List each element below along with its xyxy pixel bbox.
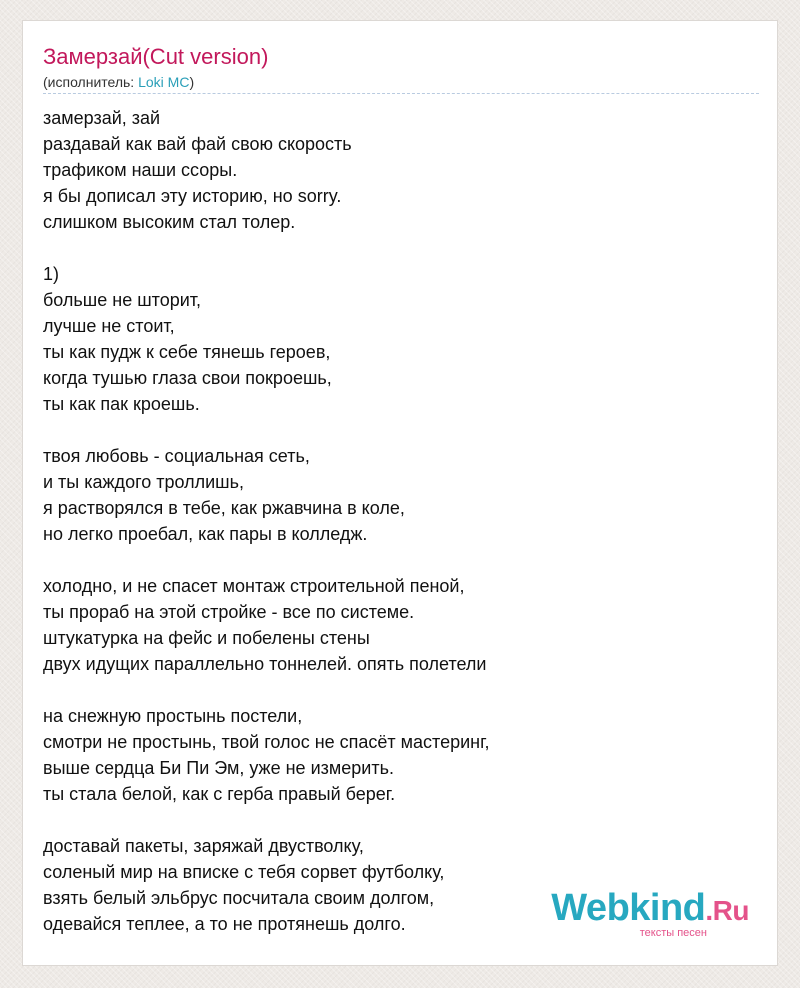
lyric-blank-line: [43, 677, 759, 703]
lyric-line: твоя любовь - социальная сеть,: [43, 446, 310, 466]
lyrics-body: [43, 105, 759, 937]
lyric-line: смотри не простынь, твой голос не спасёт мастеринг,: [43, 732, 490, 752]
lyrics-card: [22, 20, 778, 966]
lyric-line: выше сердца Би Пи Эм, уже не измерить.: [43, 758, 394, 778]
lyric-line: ты как пудж к себе тянешь героев,: [43, 342, 331, 362]
lyric-blank-line: [43, 235, 759, 261]
lyric-line: ты как пак кроешь.: [43, 394, 200, 414]
lyric-line: больше не шторит,: [43, 290, 202, 310]
lyric-line: я бы дописал эту историю, но sorry.: [43, 186, 342, 206]
lyric-line: взять белый эльбрус посчитала своим долгом,: [43, 888, 435, 908]
song-title: Замерзай(Cut version): [43, 44, 269, 69]
lyric-line: 1): [43, 264, 60, 284]
lyric-line: двух идущих параллельно тоннелей. опять полетели: [43, 654, 487, 674]
lyric-line: лучше не стоит,: [43, 316, 175, 336]
logo-wordmark: [551, 888, 749, 931]
lyric-blank-line: [43, 807, 759, 833]
lyric-line: ты прораб на этой стройке - все по системе.: [43, 602, 415, 622]
lyric-line: я растворялся в тебе, как ржавчина в коле,: [43, 498, 405, 518]
title-divider: [43, 93, 759, 94]
lyric-line: когда тушью глаза свои покроешь,: [43, 368, 332, 388]
artist-suffix: ): [189, 74, 195, 90]
logo-word: Webkind: [551, 887, 706, 929]
lyric-line: но легко проебал, как пары в колледж.: [43, 524, 368, 544]
logo-tld: .Ru: [705, 895, 749, 926]
lyric-line: трафиком наши ссоры.: [43, 160, 238, 180]
lyric-line: слишком высоким стал толер.: [43, 212, 296, 232]
lyric-line: ты стала белой, как с герба правый берег.: [43, 784, 396, 804]
lyric-blank-line: [43, 547, 759, 573]
artist-line: [43, 73, 194, 91]
logo-subtitle: тексты песен: [639, 927, 707, 939]
lyric-line: холодно, и не спасет монтаж строительной пеной,: [43, 576, 465, 596]
lyric-blank-line: [43, 417, 759, 443]
lyric-line: одевайся теплее, а то не протянешь долго.: [43, 914, 406, 934]
lyric-line: доставай пакеты, заряжай двустволку,: [43, 836, 364, 856]
lyric-line: соленый мир на вписке с тебя сорвет футболку,: [43, 862, 445, 882]
webkind-logo[interactable]: [551, 888, 749, 939]
lyric-line: и ты каждого троллишь,: [43, 472, 245, 492]
artist-prefix: (исполнитель:: [43, 74, 139, 90]
lyric-line: раздавай как вай фай свою скорость: [43, 134, 352, 154]
lyric-line: замерзай, зай: [43, 108, 161, 128]
lyric-line: штукатурка на фейс и побелены стены: [43, 628, 370, 648]
artist-link[interactable]: Loki MC: [138, 74, 190, 90]
lyric-line: на снежную простынь постели,: [43, 706, 303, 726]
